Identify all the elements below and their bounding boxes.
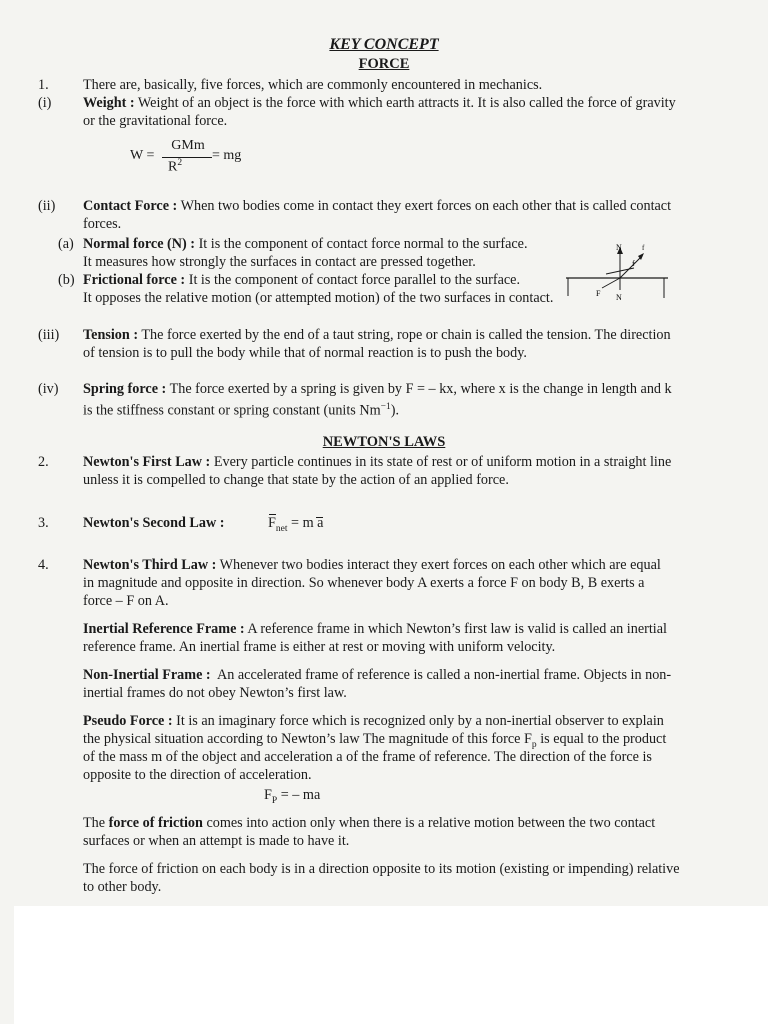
- section-heading-newton: NEWTON'S LAWS: [322, 434, 446, 450]
- spring-force-label: Spring force :: [83, 381, 167, 397]
- contact-force-text-2: forces.: [83, 216, 122, 232]
- spring-force-text-2: is the stiffness constant or spring constant (units $Nm^{-1}$).: [83, 402, 400, 419]
- item-number: 1.: [38, 77, 49, 93]
- contact-force-diagram: [562, 240, 672, 306]
- equation-rhs: = mg: [212, 148, 242, 163]
- equation-lhs: W =: [130, 148, 155, 163]
- item-number: 3.: [38, 515, 49, 531]
- blank-page-area: [14, 906, 768, 1024]
- first-law-paragraph: [83, 453, 671, 472]
- pseudo-force-text-2: the physical situation according to Newton’s law The magnitude of this force $F_p$ is equal to the product: [83, 731, 667, 750]
- pseudo-force-label: Pseudo Force :: [83, 713, 173, 729]
- item-number: 2.: [38, 454, 49, 470]
- friction-text-4: to other body.: [83, 879, 162, 895]
- section-heading-force: FORCE: [358, 56, 410, 72]
- normal-force-text: It is the component of contact force normal to the surface.: [198, 236, 528, 252]
- non-inertial-frame-label: Non-Inertial Frame :: [83, 667, 211, 683]
- force-of-friction-label: force of friction: [108, 815, 203, 831]
- contact-force-label: Contact Force :: [83, 198, 178, 214]
- contact-force-text: When two bodies come in contact they exert forces on each other that is called contact: [180, 198, 672, 214]
- frictional-force-text: It is the component of contact force parallel to the surface.: [188, 272, 521, 288]
- equation-denominator: $R^2$: [168, 158, 183, 175]
- weight-text: Weight of an object is the force with which earth attracts it. It is also called the force of gravity: [137, 95, 676, 111]
- pseudo-force-paragraph: [83, 712, 664, 731]
- third-law-label: Newton's Third Law :: [83, 557, 217, 573]
- first-law-text: Every particle continues in its state of rest or of uniform motion in a straight line: [213, 454, 672, 470]
- friction-paragraph: The force of friction comes into action only when there is a relative motion between the two contact: [83, 815, 656, 831]
- frictional-force-paragraph: [83, 271, 520, 290]
- subitem-number: (b): [58, 272, 75, 288]
- diagram-label-f-small: f: [642, 244, 645, 252]
- first-law-label: Newton's First Law :: [83, 454, 211, 470]
- inertial-frame-label: Inertial Reference Frame :: [83, 621, 245, 637]
- second-law-label: Newton's Second Law :: [83, 515, 225, 531]
- frictional-force-text-2: It opposes the relative motion (or attempted motion) of the two surfaces in contact.: [83, 290, 554, 306]
- tension-text: The force exerted by the end of a taut string, rope or chain is called the tension. The direction: [141, 327, 671, 343]
- diagram-label-big-f: F: [596, 289, 601, 298]
- third-law-text-2: in magnitude and opposite in direction. So whenever body A exerts a force F on body B, B exerts a: [83, 575, 645, 591]
- friction-text: comes into action only when there is a relative motion between the two contact: [206, 815, 656, 831]
- pseudo-force-equation: $F_P$ = – ma: [264, 787, 321, 806]
- normal-force-text-2: It measures how strongly the surfaces in contact are pressed together.: [83, 254, 476, 270]
- item-number: (iii): [38, 327, 60, 343]
- diagram-label-f: f: [632, 259, 635, 268]
- tension-paragraph: [83, 326, 671, 345]
- third-law-text: Whenever two bodies interact they exert forces on each other which are equal: [219, 557, 661, 573]
- non-inertial-frame-paragraph: [83, 666, 671, 685]
- friction-text-2: surfaces or when an attempt is made to have it.: [83, 833, 350, 849]
- subitem-number: (a): [58, 236, 74, 252]
- contact-force-arrow: [620, 256, 642, 278]
- pseudo-force-text-3: of the mass m of the object and acceleration a of the frame of reference. The direction of the force is: [83, 749, 652, 765]
- diagram-label-n-bottom: N: [616, 293, 622, 302]
- item-number: 4.: [38, 557, 49, 573]
- contact-force-paragraph: [83, 197, 671, 216]
- non-inertial-frame-text-2: inertial frames do not obey Newton’s first law.: [83, 685, 347, 701]
- first-law-text-2: unless it is compelled to change that state by the action of an applied force.: [83, 472, 509, 488]
- pseudo-force-text: It is an imaginary force which is recognized only by a non-inertial observer to explain: [176, 713, 664, 729]
- spring-force-paragraph: [83, 380, 672, 399]
- item-number: (i): [38, 95, 52, 111]
- normal-force-paragraph: [83, 235, 528, 254]
- vector-arrow-f: [269, 514, 276, 515]
- third-law-paragraph: [83, 556, 661, 575]
- weight-text-2: or the gravitational force.: [83, 113, 228, 129]
- inertial-frame-paragraph: [83, 620, 667, 639]
- equation-numerator: GMm: [171, 138, 205, 153]
- non-inertial-frame-text: An accelerated frame of reference is called a non-inertial frame. Objects in non-: [216, 667, 672, 683]
- tension-label: Tension :: [83, 327, 139, 343]
- pseudo-force-text-4: opposite to the direction of acceleration.: [83, 767, 312, 783]
- reaction-force-line: [602, 278, 620, 288]
- tension-text-2: of tension is to pull the body while that of normal reaction is to push the body.: [83, 345, 527, 361]
- page-title: KEY CONCEPT: [329, 36, 439, 53]
- spring-force-text: The force exerted by a spring is given by F = – kx, where x is the change in length and k: [169, 381, 672, 397]
- item-1-text: There are, basically, five forces, which are commonly encountered in mechanics.: [83, 77, 543, 93]
- vector-arrow-a: [316, 517, 323, 518]
- item-number: (iv): [38, 381, 59, 397]
- item-number: (ii): [38, 198, 56, 214]
- third-law-text-3: force – F on A.: [83, 593, 169, 609]
- frictional-force-label: Frictional force :: [83, 272, 186, 288]
- friction-text-3: The force of friction on each body is in a direction opposite to its motion (existing or impending) relative: [83, 861, 680, 877]
- inertial-frame-text: A reference frame in which Newton’s first law is valid is called an inertial: [247, 621, 667, 637]
- inertial-frame-text-2: reference frame. An inertial frame is either at rest or moving with uniform velocity.: [83, 639, 556, 655]
- diagram-label-n-top: N: [616, 243, 622, 252]
- weight-label: Weight :: [83, 95, 135, 111]
- weight-paragraph: [83, 94, 676, 113]
- normal-force-label: Normal force (N) :: [83, 236, 196, 252]
- second-law-equation: $F_{net} = m$ a: [268, 515, 324, 534]
